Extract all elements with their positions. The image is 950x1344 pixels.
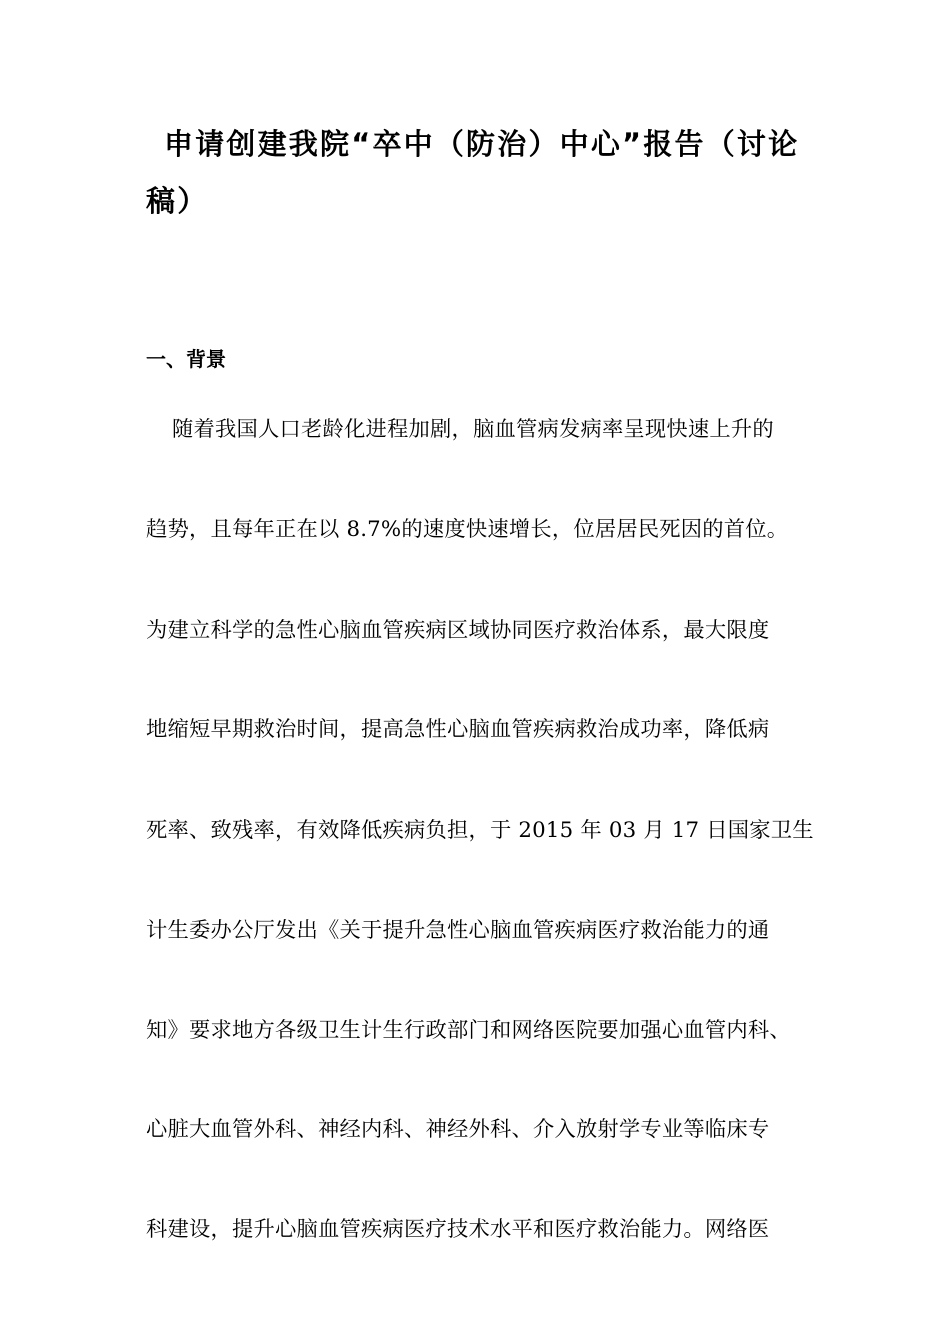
paragraph-line-1: 随着我国人口老龄化进程加剧，脑血管病发病率呈现快速上升的 xyxy=(172,417,774,442)
paragraph-line-9: 科建设，提升心脑血管疾病医疗技术水平和医疗救治能力。网络医 xyxy=(146,1217,770,1242)
document-title-line-2: 稿） xyxy=(146,184,209,218)
document-title-line-1: 申请创建我院“卒中（防治）中心”报告（讨论 xyxy=(164,127,800,161)
paragraph-line-6: 计生委办公厅发出《关于提升急性心脑血管疾病医疗救治能力的通 xyxy=(146,918,770,943)
paragraph-line-2: 趋势，且每年正在以 8.7%的速度快速增长，位居居民死因的首位。 xyxy=(146,517,789,542)
paragraph-line-4: 地缩短早期救治时间，提高急性心脑血管疾病救治成功率，降低病 xyxy=(146,717,770,742)
paragraph-line-8: 心脏大血管外科、神经内科、神经外科、介入放射学专业等临床专 xyxy=(146,1117,770,1142)
paragraph-line-3: 为建立科学的急性心脑血管疾病区域协同医疗救治体系，最大限度 xyxy=(146,618,770,643)
paragraph-line-7: 知》要求地方各级卫生计生行政部门和网络医院要加强心血管内科、 xyxy=(146,1018,791,1043)
section-heading-background: 一、背景 xyxy=(146,347,226,371)
paragraph-line-5: 死率、致残率，有效降低疾病负担，于 2015 年 03 月 17 日国家卫生 xyxy=(146,818,814,843)
